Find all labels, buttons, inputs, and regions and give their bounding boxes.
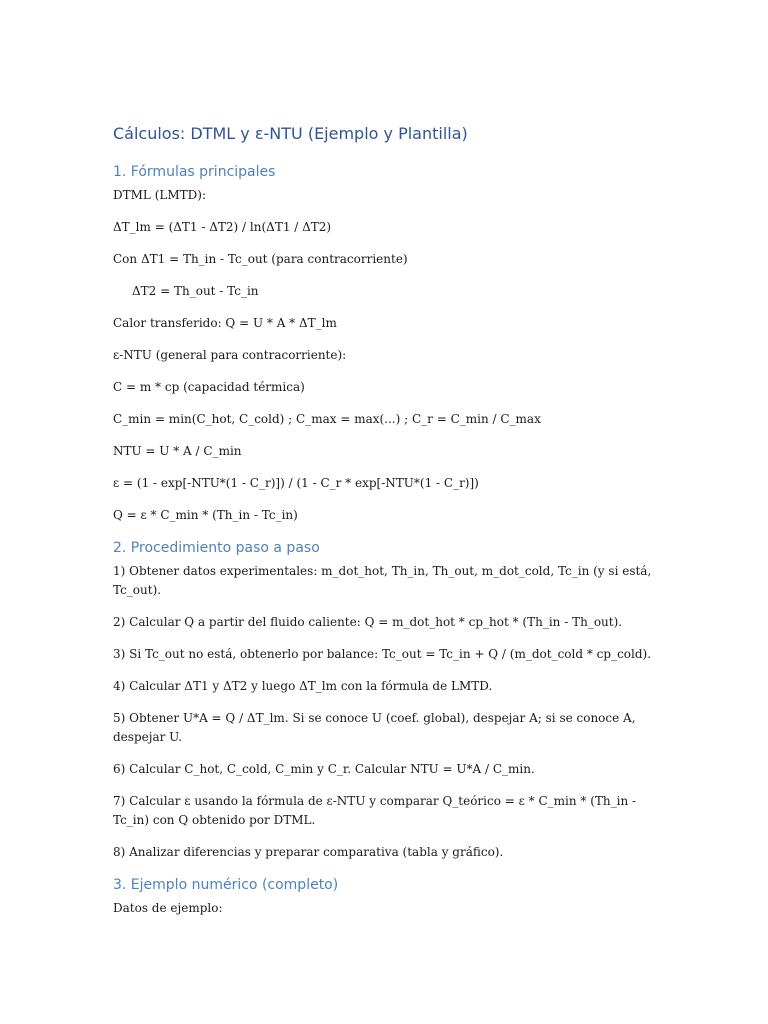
formula-line: ΔT2 = Th_out - Tc_in (132, 284, 259, 298)
procedure-step: 8) Analizar diferencias y preparar comparativa (tabla y gráfico). (113, 845, 504, 859)
procedure-step: 4) Calcular ΔT1 y ΔT2 y luego ΔT_lm con la fórmula de LMTD. (113, 679, 493, 693)
formula-line: Calor transferido: Q = U * A * ΔT_lm (113, 316, 337, 330)
formula-line: NTU = U * A / C_min (113, 444, 242, 458)
formula-line: Q = ε * C_min * (Th_in - Tc_in) (113, 508, 298, 522)
formula-line: ΔT_lm = (ΔT1 - ΔT2) / ln(ΔT1 / ΔT2) (113, 220, 332, 234)
example-line: Datos de ejemplo: (113, 901, 223, 915)
formula-line: C = m * cp (capacidad térmica) (113, 380, 305, 394)
section-heading-formulas: 1. Fórmulas principales (113, 164, 276, 180)
procedure-step: 1) Obtener datos experimentales: m_dot_hot, Th_in, Th_out, m_dot_cold, Tc_in (y si está, Tc_out). (113, 564, 652, 597)
procedure-step: 7) Calcular ε usando la fórmula de ε-NTU y comparar Q_teórico = ε * C_min * (Th_in - Tc_in) con Q obtenido por DTML. (113, 794, 637, 827)
formula-line: Con ΔT1 = Th_in - Tc_out (para contracorriente) (113, 252, 408, 266)
formula-line: DTML (LMTD): (113, 188, 206, 202)
procedure-step: 6) Calcular C_hot, C_cold, C_min y C_r. Calcular NTU = U*A / C_min. (113, 762, 535, 776)
section-procedure (113, 538, 658, 875)
document-title: Cálculos: DTML y ε-NTU (Ejemplo y Plantilla) (113, 124, 468, 143)
formula-line: ε-NTU (general para contracorriente): (113, 348, 347, 362)
section-heading-example: 3. Ejemplo numérico (completo) (113, 877, 339, 893)
section-formulas (113, 162, 658, 538)
formula-line: C_min = min(C_hot, C_cold) ; C_max = max(...) ; C_r = C_min / C_max (113, 412, 541, 426)
section-heading-procedure: 2. Procedimiento paso a paso (113, 540, 320, 556)
formula-line: ε = (1 - exp[-NTU*(1 - C_r)]) / (1 - C_r * exp[-NTU*(1 - C_r)]) (113, 476, 479, 490)
procedure-step: 5) Obtener U*A = Q / ΔT_lm. Si se conoce U (coef. global), despejar A; si se conoce A, despejar U. (113, 711, 636, 744)
procedure-step: 2) Calcular Q a partir del fluido caliente: Q = m_dot_hot * cp_hot * (Th_in - Th_out). (113, 615, 623, 629)
procedure-step: 3) Si Tc_out no está, obtenerlo por balance: Tc_out = Tc_in + Q / (m_dot_cold * cp_cold). (113, 647, 652, 661)
section-example (113, 875, 658, 931)
